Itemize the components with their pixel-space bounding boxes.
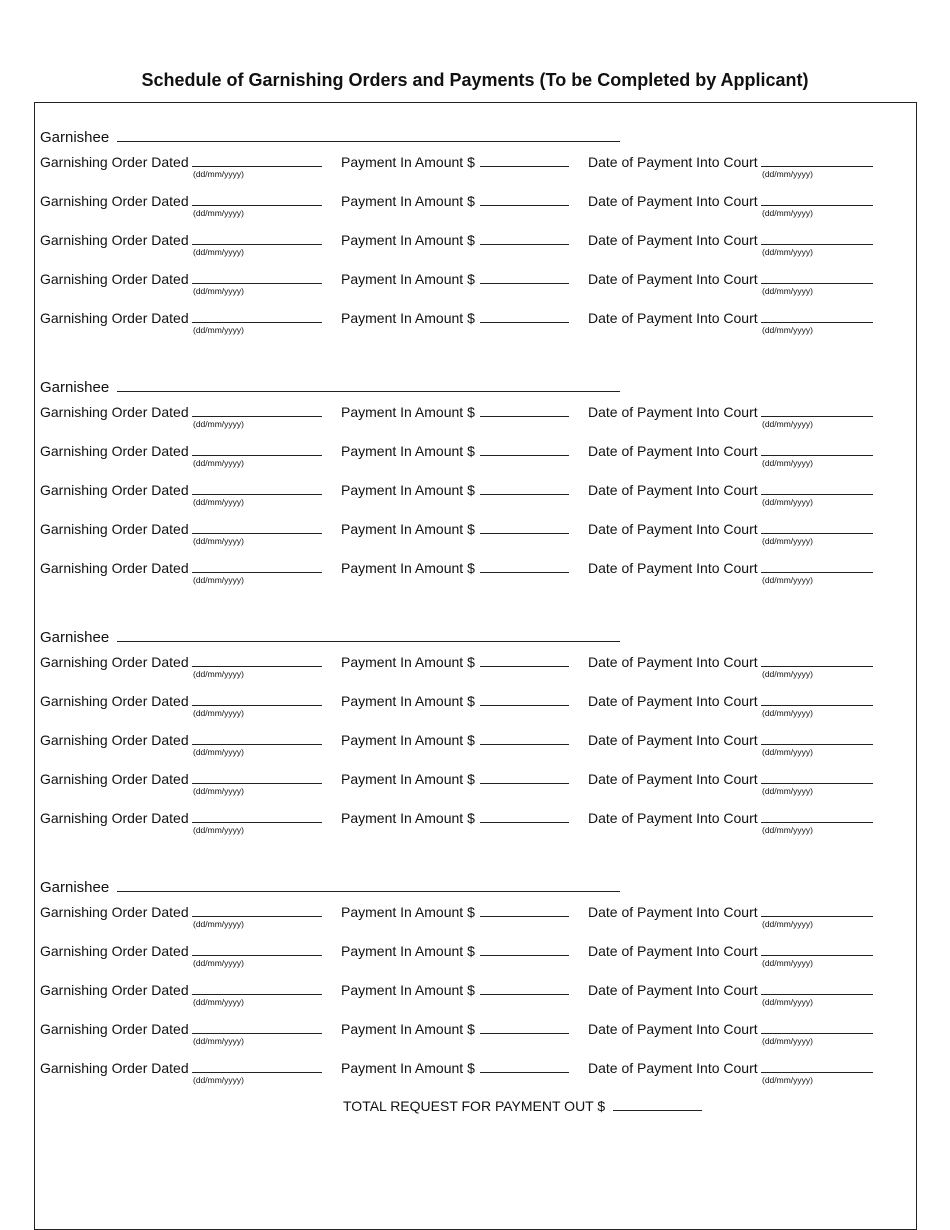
payment-amount-line xyxy=(480,205,569,206)
payment-amount-line xyxy=(480,783,569,784)
payment-amount-label: Payment In Amount $ xyxy=(341,404,475,420)
date-into-court-label: Date of Payment Into Court xyxy=(588,810,758,826)
garnishing-order-dated-label: Garnishing Order Dated xyxy=(40,693,189,709)
date-into-court-label: Date of Payment Into Court xyxy=(588,193,758,209)
date-into-court-line xyxy=(761,666,873,667)
date-format-hint: (dd/mm/yyyy) xyxy=(762,669,813,679)
date-format-hint: (dd/mm/yyyy) xyxy=(762,536,813,546)
payment-amount-label: Payment In Amount $ xyxy=(341,654,475,670)
payment-amount-line xyxy=(480,244,569,245)
garnishing-order-dated-label: Garnishing Order Dated xyxy=(40,404,189,420)
date-format-hint: (dd/mm/yyyy) xyxy=(193,958,244,968)
date-format-hint: (dd/mm/yyyy) xyxy=(762,325,813,335)
garnishing-order-date-line xyxy=(192,1033,322,1034)
date-into-court-line xyxy=(761,166,873,167)
garnishing-order-date-line xyxy=(192,416,322,417)
total-payment-out-line xyxy=(613,1110,702,1111)
date-format-hint: (dd/mm/yyyy) xyxy=(193,458,244,468)
date-format-hint: (dd/mm/yyyy) xyxy=(762,1036,813,1046)
date-format-hint: (dd/mm/yyyy) xyxy=(762,497,813,507)
date-into-court-label: Date of Payment Into Court xyxy=(588,982,758,998)
date-format-hint: (dd/mm/yyyy) xyxy=(762,825,813,835)
payment-amount-label: Payment In Amount $ xyxy=(341,482,475,498)
garnishing-order-dated-label: Garnishing Order Dated xyxy=(40,193,189,209)
payment-amount-line xyxy=(480,455,569,456)
payment-amount-line xyxy=(480,416,569,417)
garnishing-order-date-line xyxy=(192,455,322,456)
garnishee-label: Garnishee xyxy=(40,129,110,146)
date-format-hint: (dd/mm/yyyy) xyxy=(762,458,813,468)
date-into-court-label: Date of Payment Into Court xyxy=(588,232,758,248)
garnishing-order-dated-label: Garnishing Order Dated xyxy=(40,810,189,826)
payment-amount-line xyxy=(480,955,569,956)
date-into-court-line xyxy=(761,572,873,573)
garnishing-order-date-line xyxy=(192,572,322,573)
date-into-court-line xyxy=(761,1033,873,1034)
garnishing-order-date-line xyxy=(192,994,322,995)
date-into-court-line xyxy=(761,955,873,956)
garnishing-order-date-line xyxy=(192,1072,322,1073)
date-format-hint: (dd/mm/yyyy) xyxy=(193,669,244,679)
date-into-court-line xyxy=(761,322,873,323)
date-into-court-label: Date of Payment Into Court xyxy=(588,271,758,287)
payment-amount-label: Payment In Amount $ xyxy=(341,693,475,709)
garnishing-order-date-line xyxy=(192,783,322,784)
payment-amount-line xyxy=(480,994,569,995)
date-into-court-line xyxy=(761,705,873,706)
date-format-hint: (dd/mm/yyyy) xyxy=(193,786,244,796)
date-format-hint: (dd/mm/yyyy) xyxy=(193,208,244,218)
garnishing-order-dated-label: Garnishing Order Dated xyxy=(40,943,189,959)
garnishing-order-date-line xyxy=(192,955,322,956)
date-format-hint: (dd/mm/yyyy) xyxy=(762,208,813,218)
payment-amount-label: Payment In Amount $ xyxy=(341,560,475,576)
date-format-hint: (dd/mm/yyyy) xyxy=(193,286,244,296)
garnishing-order-dated-label: Garnishing Order Dated xyxy=(40,443,189,459)
payment-amount-label: Payment In Amount $ xyxy=(341,232,475,248)
garnishing-order-date-line xyxy=(192,916,322,917)
date-into-court-label: Date of Payment Into Court xyxy=(588,654,758,670)
payment-amount-label: Payment In Amount $ xyxy=(341,810,475,826)
total-payment-out-label: TOTAL REQUEST FOR PAYMENT OUT $ xyxy=(343,1098,606,1114)
date-format-hint: (dd/mm/yyyy) xyxy=(193,747,244,757)
payment-amount-line xyxy=(480,1072,569,1073)
garnishing-order-dated-label: Garnishing Order Dated xyxy=(40,771,189,787)
date-format-hint: (dd/mm/yyyy) xyxy=(762,419,813,429)
payment-amount-label: Payment In Amount $ xyxy=(341,310,475,326)
garnishing-order-date-line xyxy=(192,533,322,534)
garnishing-order-dated-label: Garnishing Order Dated xyxy=(40,271,189,287)
payment-amount-label: Payment In Amount $ xyxy=(341,1060,475,1076)
payment-amount-line xyxy=(480,533,569,534)
date-format-hint: (dd/mm/yyyy) xyxy=(193,497,244,507)
garnishing-order-date-line xyxy=(192,666,322,667)
garnishing-order-date-line xyxy=(192,166,322,167)
date-format-hint: (dd/mm/yyyy) xyxy=(193,708,244,718)
date-format-hint: (dd/mm/yyyy) xyxy=(762,575,813,585)
garnishing-order-dated-label: Garnishing Order Dated xyxy=(40,654,189,670)
payment-amount-label: Payment In Amount $ xyxy=(341,943,475,959)
date-into-court-label: Date of Payment Into Court xyxy=(588,443,758,459)
garnishing-order-date-line xyxy=(192,205,322,206)
date-into-court-line xyxy=(761,822,873,823)
date-format-hint: (dd/mm/yyyy) xyxy=(762,286,813,296)
payment-amount-line xyxy=(480,166,569,167)
payment-amount-label: Payment In Amount $ xyxy=(341,982,475,998)
garnishing-order-date-line xyxy=(192,744,322,745)
date-into-court-line xyxy=(761,244,873,245)
date-format-hint: (dd/mm/yyyy) xyxy=(762,958,813,968)
payment-amount-line xyxy=(480,744,569,745)
payment-amount-label: Payment In Amount $ xyxy=(341,271,475,287)
garnishing-order-dated-label: Garnishing Order Dated xyxy=(40,560,189,576)
date-format-hint: (dd/mm/yyyy) xyxy=(193,169,244,179)
payment-amount-line xyxy=(480,666,569,667)
garnishing-order-date-line xyxy=(192,705,322,706)
date-format-hint: (dd/mm/yyyy) xyxy=(762,708,813,718)
date-into-court-label: Date of Payment Into Court xyxy=(588,771,758,787)
date-format-hint: (dd/mm/yyyy) xyxy=(762,247,813,257)
payment-amount-label: Payment In Amount $ xyxy=(341,443,475,459)
garnishing-order-date-line xyxy=(192,494,322,495)
date-into-court-label: Date of Payment Into Court xyxy=(588,404,758,420)
date-format-hint: (dd/mm/yyyy) xyxy=(193,419,244,429)
garnishing-order-date-line xyxy=(192,322,322,323)
garnishing-order-date-line xyxy=(192,822,322,823)
date-format-hint: (dd/mm/yyyy) xyxy=(193,1075,244,1085)
payment-amount-label: Payment In Amount $ xyxy=(341,193,475,209)
payment-amount-line xyxy=(480,322,569,323)
garnishee-label: Garnishee xyxy=(40,879,110,896)
date-into-court-line xyxy=(761,283,873,284)
date-into-court-line xyxy=(761,1072,873,1073)
payment-amount-label: Payment In Amount $ xyxy=(341,904,475,920)
date-format-hint: (dd/mm/yyyy) xyxy=(762,786,813,796)
garnishee-name-line xyxy=(117,391,620,392)
date-into-court-line xyxy=(761,916,873,917)
date-format-hint: (dd/mm/yyyy) xyxy=(762,1075,813,1085)
date-format-hint: (dd/mm/yyyy) xyxy=(762,747,813,757)
garnishee-name-line xyxy=(117,641,620,642)
date-format-hint: (dd/mm/yyyy) xyxy=(193,825,244,835)
date-into-court-line xyxy=(761,416,873,417)
garnishing-order-dated-label: Garnishing Order Dated xyxy=(40,310,189,326)
date-into-court-label: Date of Payment Into Court xyxy=(588,560,758,576)
date-format-hint: (dd/mm/yyyy) xyxy=(762,169,813,179)
date-format-hint: (dd/mm/yyyy) xyxy=(762,997,813,1007)
garnishing-order-dated-label: Garnishing Order Dated xyxy=(40,982,189,998)
date-into-court-line xyxy=(761,205,873,206)
garnishing-order-dated-label: Garnishing Order Dated xyxy=(40,904,189,920)
payment-amount-label: Payment In Amount $ xyxy=(341,1021,475,1037)
garnishing-order-dated-label: Garnishing Order Dated xyxy=(40,521,189,537)
date-into-court-label: Date of Payment Into Court xyxy=(588,521,758,537)
garnishing-order-dated-label: Garnishing Order Dated xyxy=(40,154,189,170)
garnishee-name-line xyxy=(117,891,620,892)
payment-amount-line xyxy=(480,705,569,706)
payment-amount-line xyxy=(480,494,569,495)
payment-amount-line xyxy=(480,1033,569,1034)
date-format-hint: (dd/mm/yyyy) xyxy=(193,1036,244,1046)
date-into-court-line xyxy=(761,533,873,534)
date-format-hint: (dd/mm/yyyy) xyxy=(193,247,244,257)
date-into-court-label: Date of Payment Into Court xyxy=(588,904,758,920)
garnishing-order-dated-label: Garnishing Order Dated xyxy=(40,1021,189,1037)
date-into-court-label: Date of Payment Into Court xyxy=(588,1060,758,1076)
payment-amount-line xyxy=(480,572,569,573)
payment-amount-line xyxy=(480,916,569,917)
date-into-court-line xyxy=(761,783,873,784)
date-into-court-label: Date of Payment Into Court xyxy=(588,482,758,498)
garnishing-order-dated-label: Garnishing Order Dated xyxy=(40,482,189,498)
payment-amount-label: Payment In Amount $ xyxy=(341,771,475,787)
date-format-hint: (dd/mm/yyyy) xyxy=(193,575,244,585)
date-format-hint: (dd/mm/yyyy) xyxy=(193,997,244,1007)
garnishing-order-date-line xyxy=(192,244,322,245)
date-into-court-label: Date of Payment Into Court xyxy=(588,310,758,326)
payment-amount-label: Payment In Amount $ xyxy=(341,521,475,537)
garnishing-order-dated-label: Garnishing Order Dated xyxy=(40,732,189,748)
date-into-court-label: Date of Payment Into Court xyxy=(588,693,758,709)
form-title: Schedule of Garnishing Orders and Payments (To be Completed by Applicant) xyxy=(141,70,809,90)
payment-amount-label: Payment In Amount $ xyxy=(341,732,475,748)
date-into-court-label: Date of Payment Into Court xyxy=(588,154,758,170)
date-into-court-label: Date of Payment Into Court xyxy=(588,1021,758,1037)
date-into-court-label: Date of Payment Into Court xyxy=(588,732,758,748)
date-format-hint: (dd/mm/yyyy) xyxy=(193,919,244,929)
date-into-court-line xyxy=(761,455,873,456)
garnishee-name-line xyxy=(117,141,620,142)
date-format-hint: (dd/mm/yyyy) xyxy=(193,536,244,546)
date-format-hint: (dd/mm/yyyy) xyxy=(762,919,813,929)
payment-amount-line xyxy=(480,822,569,823)
date-into-court-line xyxy=(761,494,873,495)
date-into-court-line xyxy=(761,994,873,995)
garnishing-order-date-line xyxy=(192,283,322,284)
garnishee-label: Garnishee xyxy=(40,379,110,396)
garnishing-order-dated-label: Garnishing Order Dated xyxy=(40,232,189,248)
date-into-court-line xyxy=(761,744,873,745)
payment-amount-label: Payment In Amount $ xyxy=(341,154,475,170)
payment-amount-line xyxy=(480,283,569,284)
garnishing-order-dated-label: Garnishing Order Dated xyxy=(40,1060,189,1076)
date-format-hint: (dd/mm/yyyy) xyxy=(193,325,244,335)
garnishee-label: Garnishee xyxy=(40,629,110,646)
date-into-court-label: Date of Payment Into Court xyxy=(588,943,758,959)
